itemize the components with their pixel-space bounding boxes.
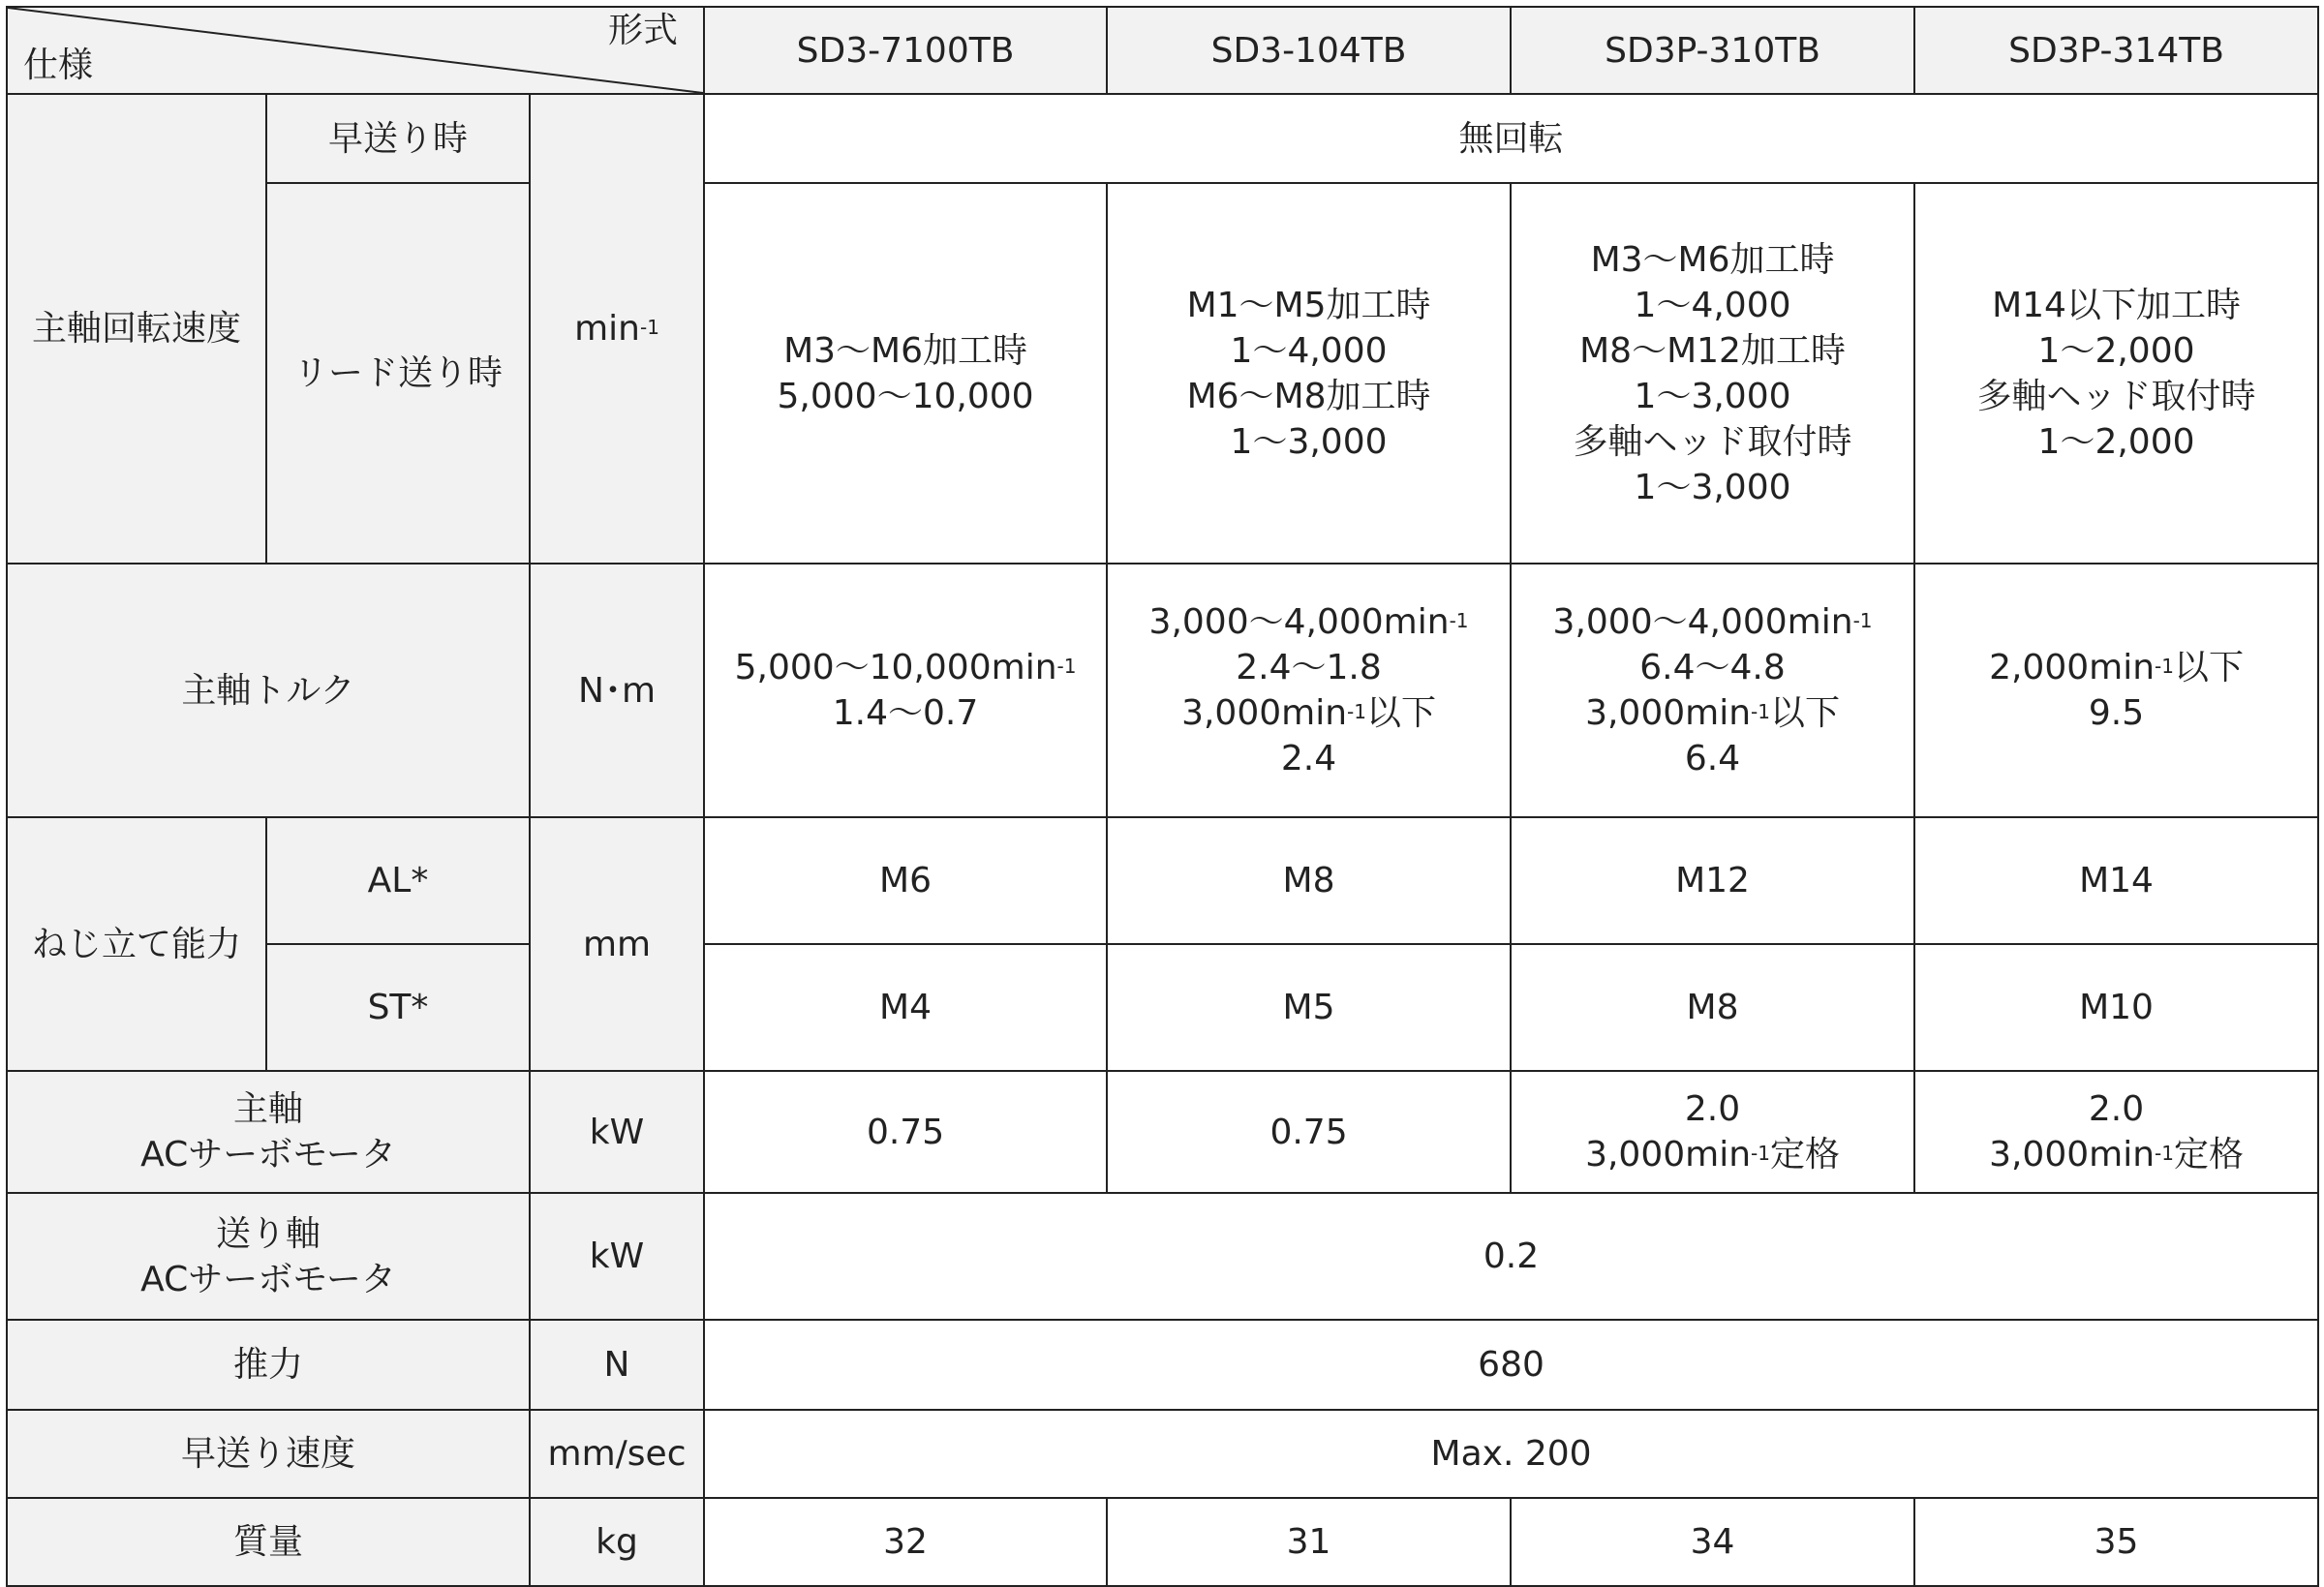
tapping-al-row: [7, 817, 2318, 944]
corner-model-label: 形式: [608, 11, 679, 50]
spindle-speed-unit: $\min^{-1}$: [530, 94, 704, 564]
thrust-unit: N: [530, 1320, 704, 1410]
mass-value: 35: [1914, 1498, 2318, 1586]
torque-unit: N･m: [530, 564, 704, 817]
thrust-label: 推力: [7, 1320, 530, 1410]
spindle-motor-row: [7, 1071, 2318, 1193]
spindle-motor-value: 2.0 $3,000\min^{-1}$定格: [1511, 1071, 1914, 1193]
rapid-speed-label: 早送り速度: [7, 1410, 530, 1498]
model-header: SD3-7100TB: [704, 7, 1107, 94]
tapping-al-value: M12: [1511, 817, 1914, 944]
tapping-st-value: M10: [1914, 944, 2318, 1071]
spindle-speed-lead-row: [7, 183, 2318, 564]
lead-feed-label: リード送り時: [266, 183, 530, 564]
feed-motor-row: [7, 1193, 2318, 1320]
lead-speed-cell: M3～M6加工時 5,000～10,000: [704, 183, 1107, 564]
torque-label: 主軸トルク: [7, 564, 530, 817]
rapid-speed-unit: mm/sec: [530, 1410, 704, 1498]
thrust-row: [7, 1320, 2318, 1410]
feed-motor-unit: kW: [530, 1193, 704, 1320]
torque-row: [7, 564, 2318, 817]
mass-value: 32: [704, 1498, 1107, 1586]
mass-unit: kg: [530, 1498, 704, 1586]
tapping-st-row: [7, 944, 2318, 1071]
spindle-speed-rapid-row: [7, 94, 2318, 183]
torque-cell: $2,000\min^{-1}$以下 9.5: [1914, 564, 2318, 817]
corner-diagonal: [8, 8, 703, 93]
corner-cell: [7, 7, 704, 94]
tapping-st-value: M8: [1511, 944, 1914, 1071]
tapping-unit: mm: [530, 817, 704, 1071]
lead-speed-cell: M14以下加工時 1～2,000 多軸ヘッド取付時 1～2,000: [1914, 183, 2318, 564]
mass-value: 31: [1107, 1498, 1511, 1586]
spindle-speed-label: 主軸回転速度: [7, 94, 266, 564]
mass-row: [7, 1498, 2318, 1586]
torque-cell: $3,000\sim 4,000\min^{-1}$ 6.4～4.8 $3,000\min^{-1}$以下 6.4: [1511, 564, 1914, 817]
tapping-st-value: M5: [1107, 944, 1511, 1071]
rapid-feed-label: 早送り時: [266, 94, 530, 183]
rapid-speed-value: Max. 200: [704, 1410, 2318, 1498]
torque-cell: $5,000\sim 10,000\min^{-1}$ 1.4～0.7: [704, 564, 1107, 817]
corner-spec-label: 仕様: [23, 46, 94, 85]
spec-table: [6, 6, 2319, 1587]
spindle-motor-value: 0.75: [704, 1071, 1107, 1193]
lead-speed-cell: M1～M5加工時 1～4,000 M6～M8加工時 1～3,000: [1107, 183, 1511, 564]
model-header: SD3P-310TB: [1511, 7, 1914, 94]
spindle-motor-value: 2.0 $3,000\min^{-1}$定格: [1914, 1071, 2318, 1193]
torque-cell: $3,000\sim 4,000\min^{-1}$ 2.4～1.8 $3,000\min^{-1}$以下 2.4: [1107, 564, 1511, 817]
spindle-motor-label: 主軸 ACサーボモータ: [7, 1071, 530, 1193]
tapping-al-label: AL*: [266, 817, 530, 944]
header-row: [7, 7, 2318, 94]
feed-motor-value: 0.2: [704, 1193, 2318, 1320]
tapping-st-value: M4: [704, 944, 1107, 1071]
mass-value: 34: [1511, 1498, 1914, 1586]
tapping-al-value: M6: [704, 817, 1107, 944]
tapping-st-label: ST*: [266, 944, 530, 1071]
tapping-label: ねじ立て能力: [7, 817, 266, 1071]
model-header: SD3P-314TB: [1914, 7, 2318, 94]
rapid-spindle-value: 無回転: [704, 94, 2318, 183]
tapping-al-value: M14: [1914, 817, 2318, 944]
thrust-value: 680: [704, 1320, 2318, 1410]
spindle-motor-value: 0.75: [1107, 1071, 1511, 1193]
model-header: SD3-104TB: [1107, 7, 1511, 94]
tapping-al-value: M8: [1107, 817, 1511, 944]
spindle-motor-unit: kW: [530, 1071, 704, 1193]
rapid-speed-row: [7, 1410, 2318, 1498]
mass-label: 質量: [7, 1498, 530, 1586]
lead-speed-cell: M3～M6加工時 1～4,000 M8～M12加工時 1～3,000 多軸ヘッド取付時 1～3,000: [1511, 183, 1914, 564]
feed-motor-label: 送り軸 ACサーボモータ: [7, 1193, 530, 1320]
